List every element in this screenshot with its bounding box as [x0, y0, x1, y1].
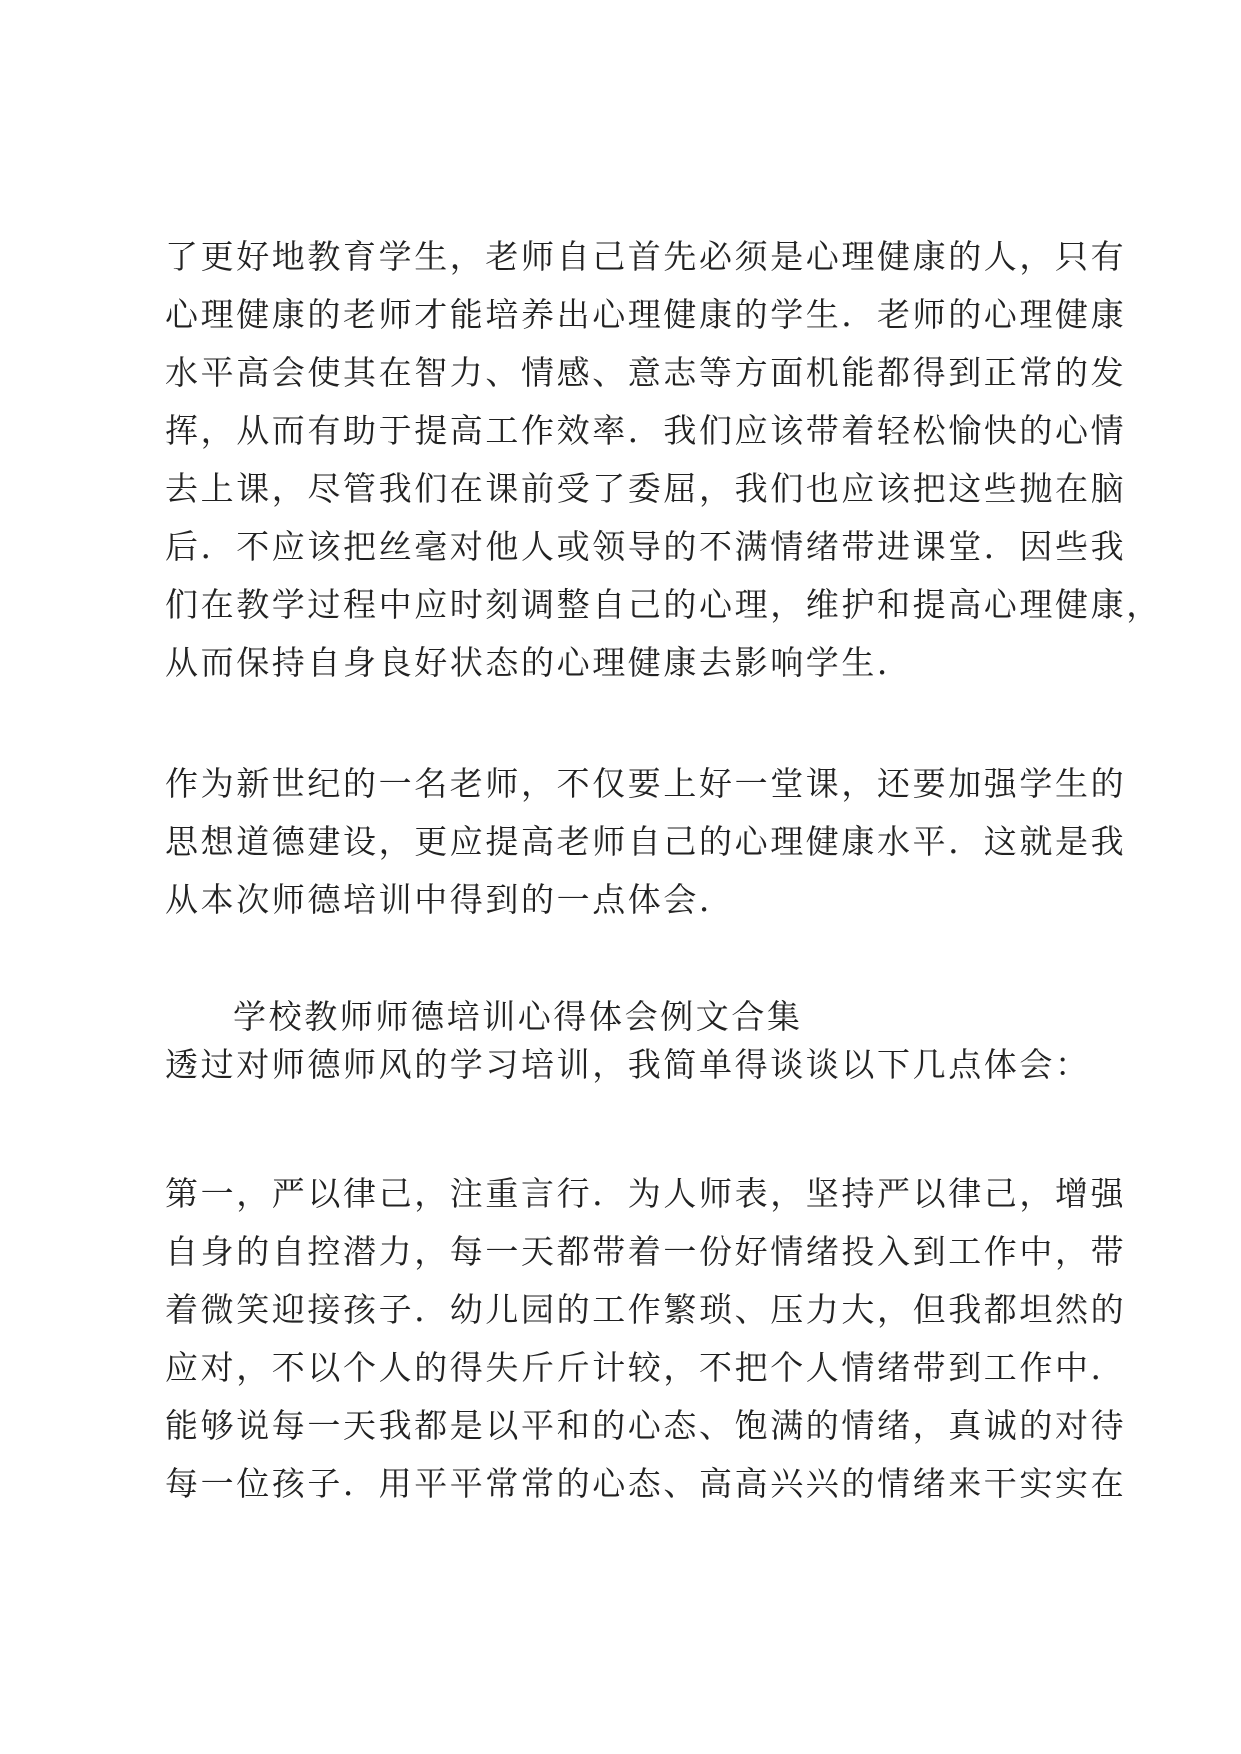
- text-line: 应对，不以个人的得失斤斤计较，不把个人情绪带到工作中．: [165, 1348, 1127, 1387]
- text-line: 能够说每一天我都是以平和的心态、饱满的情绪，真诚的对待: [165, 1406, 1127, 1445]
- paragraph-point-one: [165, 1165, 1127, 1513]
- text-line: 后．不应该把丝毫对他人或领导的不满情绪带进课堂．因些我: [165, 527, 1127, 566]
- section-title: 学校教师师德培训心得体会例文合集: [233, 997, 803, 1036]
- text-line: 去上课，尽管我们在课前受了委屈，我们也应该把这些抛在脑: [165, 469, 1127, 508]
- text-line: 挥，从而有助于提高工作效率．我们应该带着轻松愉快的心情: [165, 411, 1127, 450]
- text-line: 每一位孩子．用平平常常的心态、高高兴兴的情绪来干实实在: [165, 1464, 1127, 1503]
- text-line: 们在教学过程中应时刻调整自己的心理，维护和提高心理健康，: [165, 585, 1162, 624]
- section-heading-block: [165, 993, 1091, 1089]
- text-line: 水平高会使其在智力、情感、意志等方面机能都得到正常的发: [165, 353, 1127, 392]
- text-line: 第一，严以律己，注重言行．为人师表，坚持严以律己，增强: [165, 1174, 1127, 1213]
- text-line: 作为新世纪的一名老师，不仅要上好一堂课，还要加强学生的: [165, 764, 1127, 803]
- text-line: 从本次师德培训中得到的一点体会．: [165, 880, 735, 919]
- text-line: 自身的自控潜力，每一天都带着一份好情绪投入到工作中，带: [165, 1232, 1127, 1271]
- text-line: 着微笑迎接孩子．幼儿园的工作繁琐、压力大，但我都坦然的: [165, 1290, 1127, 1329]
- text-line: 了更好地教育学生，老师自己首先必须是心理健康的人，只有: [165, 237, 1127, 276]
- paragraph-mental-health: [165, 228, 1162, 692]
- text-line: 思想道德建设，更应提高老师自己的心理健康水平．这就是我: [165, 822, 1127, 861]
- intro-line: 透过对师德师风的学习培训，我简单得谈谈以下几点体会：: [165, 1045, 1091, 1084]
- text-line: 心理健康的老师才能培养出心理健康的学生．老师的心理健康: [165, 295, 1127, 334]
- paragraph-conclusion: [165, 755, 1127, 929]
- text-line: 从而保持自身良好状态的心理健康去影响学生．: [165, 643, 913, 682]
